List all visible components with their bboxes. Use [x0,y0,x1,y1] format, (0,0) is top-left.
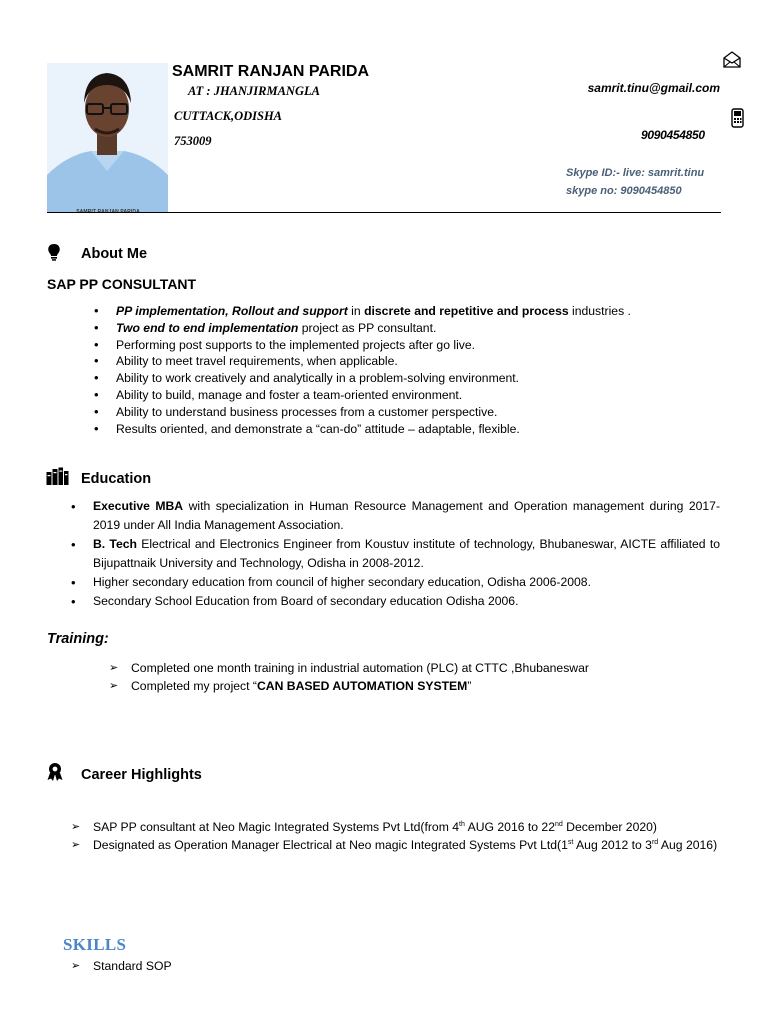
career-list [93,819,721,853]
education-heading: Education [81,471,152,487]
address-line-1: AT : JHANJIRMANGLA [188,84,320,98]
list-item: • Ability to understand business processes from a customer perspective. [116,404,736,421]
address-line-2: CUTTACK,ODISHA [174,109,283,123]
list-item: • Performing post supports to the implemented projects after go live. [116,337,736,354]
training-list [131,660,731,695]
list-item: • Ability to meet travel requirements, when applicable. [116,353,736,370]
list-item: • Executive MBA with specialization in Human Resource Management and Operation management during 2017-2019 under All India Management Association. [93,497,720,535]
list-item: • Two end to end implementation project as PP consultant. [116,320,736,337]
address-line-3: 753009 [174,134,212,148]
list-item: • PP implementation, Rollout and support in discrete and repetitive and process industries . [116,303,736,320]
person-portrait-icon [47,63,168,212]
photo-caption: SAMRIT RANJAN PARIDA [76,209,140,215]
books-icon [46,467,69,486]
envelope-icon [723,51,741,68]
list-item: ➢ Completed my project “CAN BASED AUTOMATION SYSTEM” [131,678,731,696]
skills-heading: SKILLS [63,935,127,954]
list-item: • Higher secondary education from council of higher secondary education, Odisha 2006-2008. [93,573,720,592]
candidate-name: SAMRIT RANJAN PARIDA [172,63,370,80]
skype-id: Skype ID:- live: samrit.tinu [566,167,705,179]
profile-photo [47,63,168,212]
mobile-phone-icon [731,108,744,128]
training-heading: Training: [47,631,109,647]
list-item: • Secondary School Education from Board of secondary education Odisha 2006. [93,592,720,611]
list-item: ➢ Designated as Operation Manager Electrical at Neo magic Integrated Systems Pvt Ltd(1st Aug 2012 to 3rd Aug 2016) [93,837,721,853]
list-item: ➢ SAP PP consultant at Neo Magic Integrated Systems Pvt Ltd(from 4th AUG 2016 to 22nd December 2020) [93,819,721,837]
list-item: • Results oriented, and demonstrate a “can-do” attitude – adaptable, flexible. [116,421,736,438]
list-item: ➢ Completed one month training in industrial automation (PLC) at CTTC ,Bhubaneswar [131,660,731,678]
education-list [93,497,720,611]
list-item: • Ability to work creatively and analytically in a problem-solving environment. [116,370,736,387]
email-link[interactable]: samrit.tinu@gmail.com [587,81,720,95]
career-heading: Career Highlights [81,767,202,783]
about-heading: About Me [81,246,148,262]
list-item: • B. Tech Electrical and Electronics Engineer from Koustuv institute of technology, Bhubaneswar, AICTE affiliated to Bijupattnaik University and Technology, Odisha in 2008-2012. [93,535,720,573]
list-item: ➢ Standard SOP [93,958,493,976]
skype-number: skype no: 9090454850 [566,185,682,197]
award-ribbon-icon [46,762,64,781]
about-list [116,303,736,437]
lightbulb-icon [46,243,62,261]
list-item: • Ability to build, manage and foster a team-oriented environment. [116,387,736,404]
phone-number: 9090454850 [641,128,705,142]
skills-list [93,958,493,976]
role-title: SAP PP CONSULTANT [47,276,197,292]
header-divider [47,212,721,213]
